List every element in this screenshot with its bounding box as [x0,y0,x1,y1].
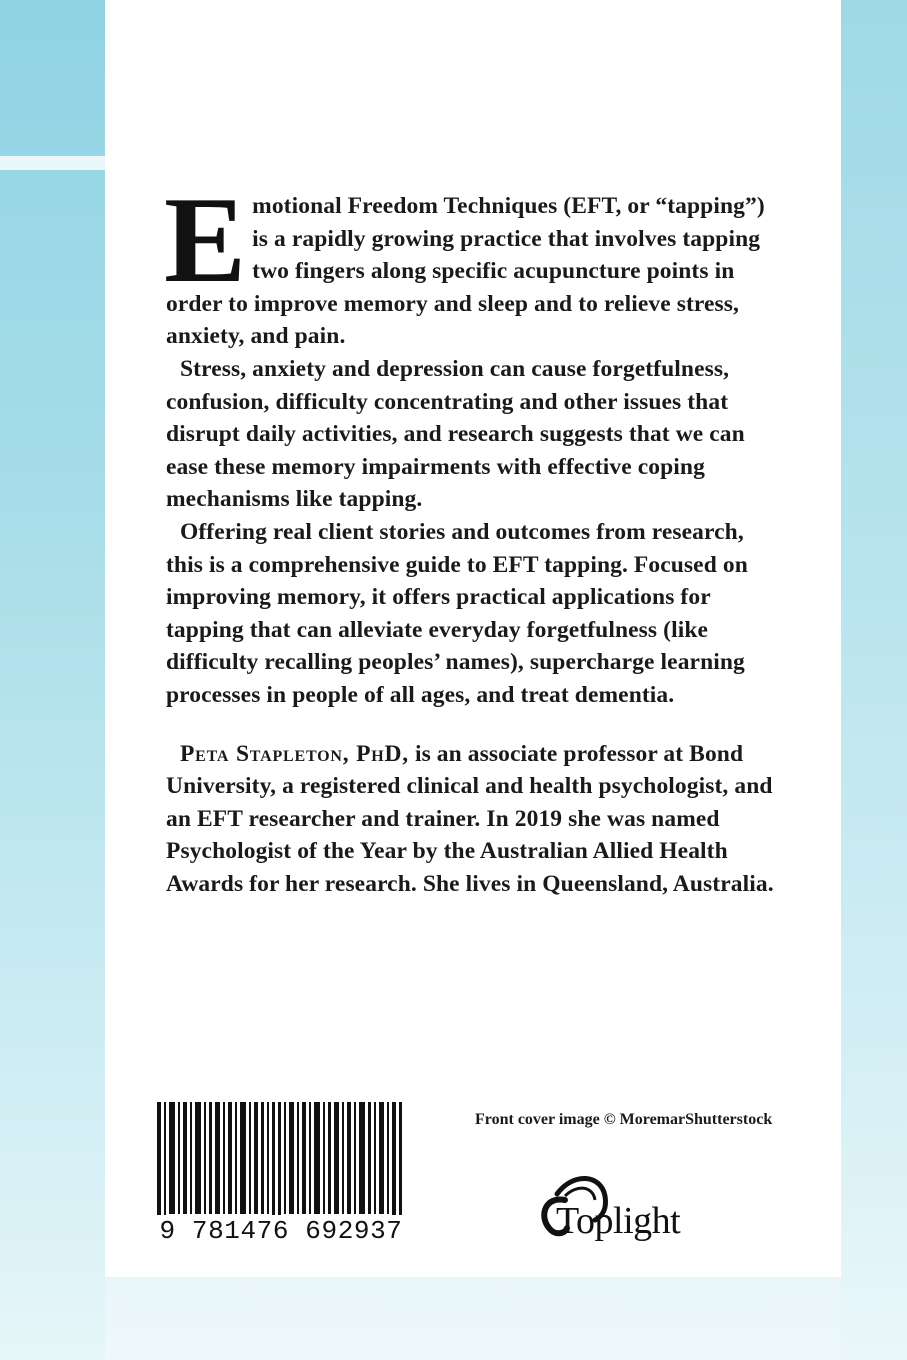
paragraph-3: Offering real client stories and outcomes from research, this is a comprehensive guide to EFT tapping. Focused on improving memory, it offers practical applications for tapping that can alleviate everyday forgetfulness (like difficulty recalling peoples’ names), supercharge learning processes in people of all ages, and treat dementia. [166,518,748,708]
left-border-strip [0,0,105,1360]
back-cover-copy [164,171,786,900]
author-name: Peta Stapleton, PhD, [180,740,409,767]
intro-text: motional Freedom Techniques (EFT, or “tapping”) is a rapidly growing practice that involves tapping two fingers along specific acupuncture points in order to improve memory and sleep and to relieve stress, anxiety, and pain. [166,193,765,350]
left-border-band [0,156,105,170]
right-border-strip [841,0,907,1360]
drop-cap: E [164,171,247,308]
paragraph-2: Stress, anxiety and depression can cause forgetfulness, confusion, difficulty concentrating and other issues that disrupt daily activities, and research suggests that we can ease these memory impairments with effective coping mechanisms like tapping. [166,355,745,513]
cover-image-credit: Front cover image © MoremarShutterstock [475,1111,773,1128]
barcode-bars [155,1102,407,1220]
intro-paragraph [164,171,786,353]
publisher-name: Toplight [556,1200,681,1242]
author-bio-text: is an associate professor at Bond University, a registered clinical and health psychologist, and an EFT researcher and trainer. In 2019 she was named Psychologist of the Year by the Australian Allied Health Awards for her research. She lives in Queensland, Australia. [166,740,774,897]
isbn-digits: 9 781476 692937 [155,1215,407,1249]
author-bio [166,738,786,901]
